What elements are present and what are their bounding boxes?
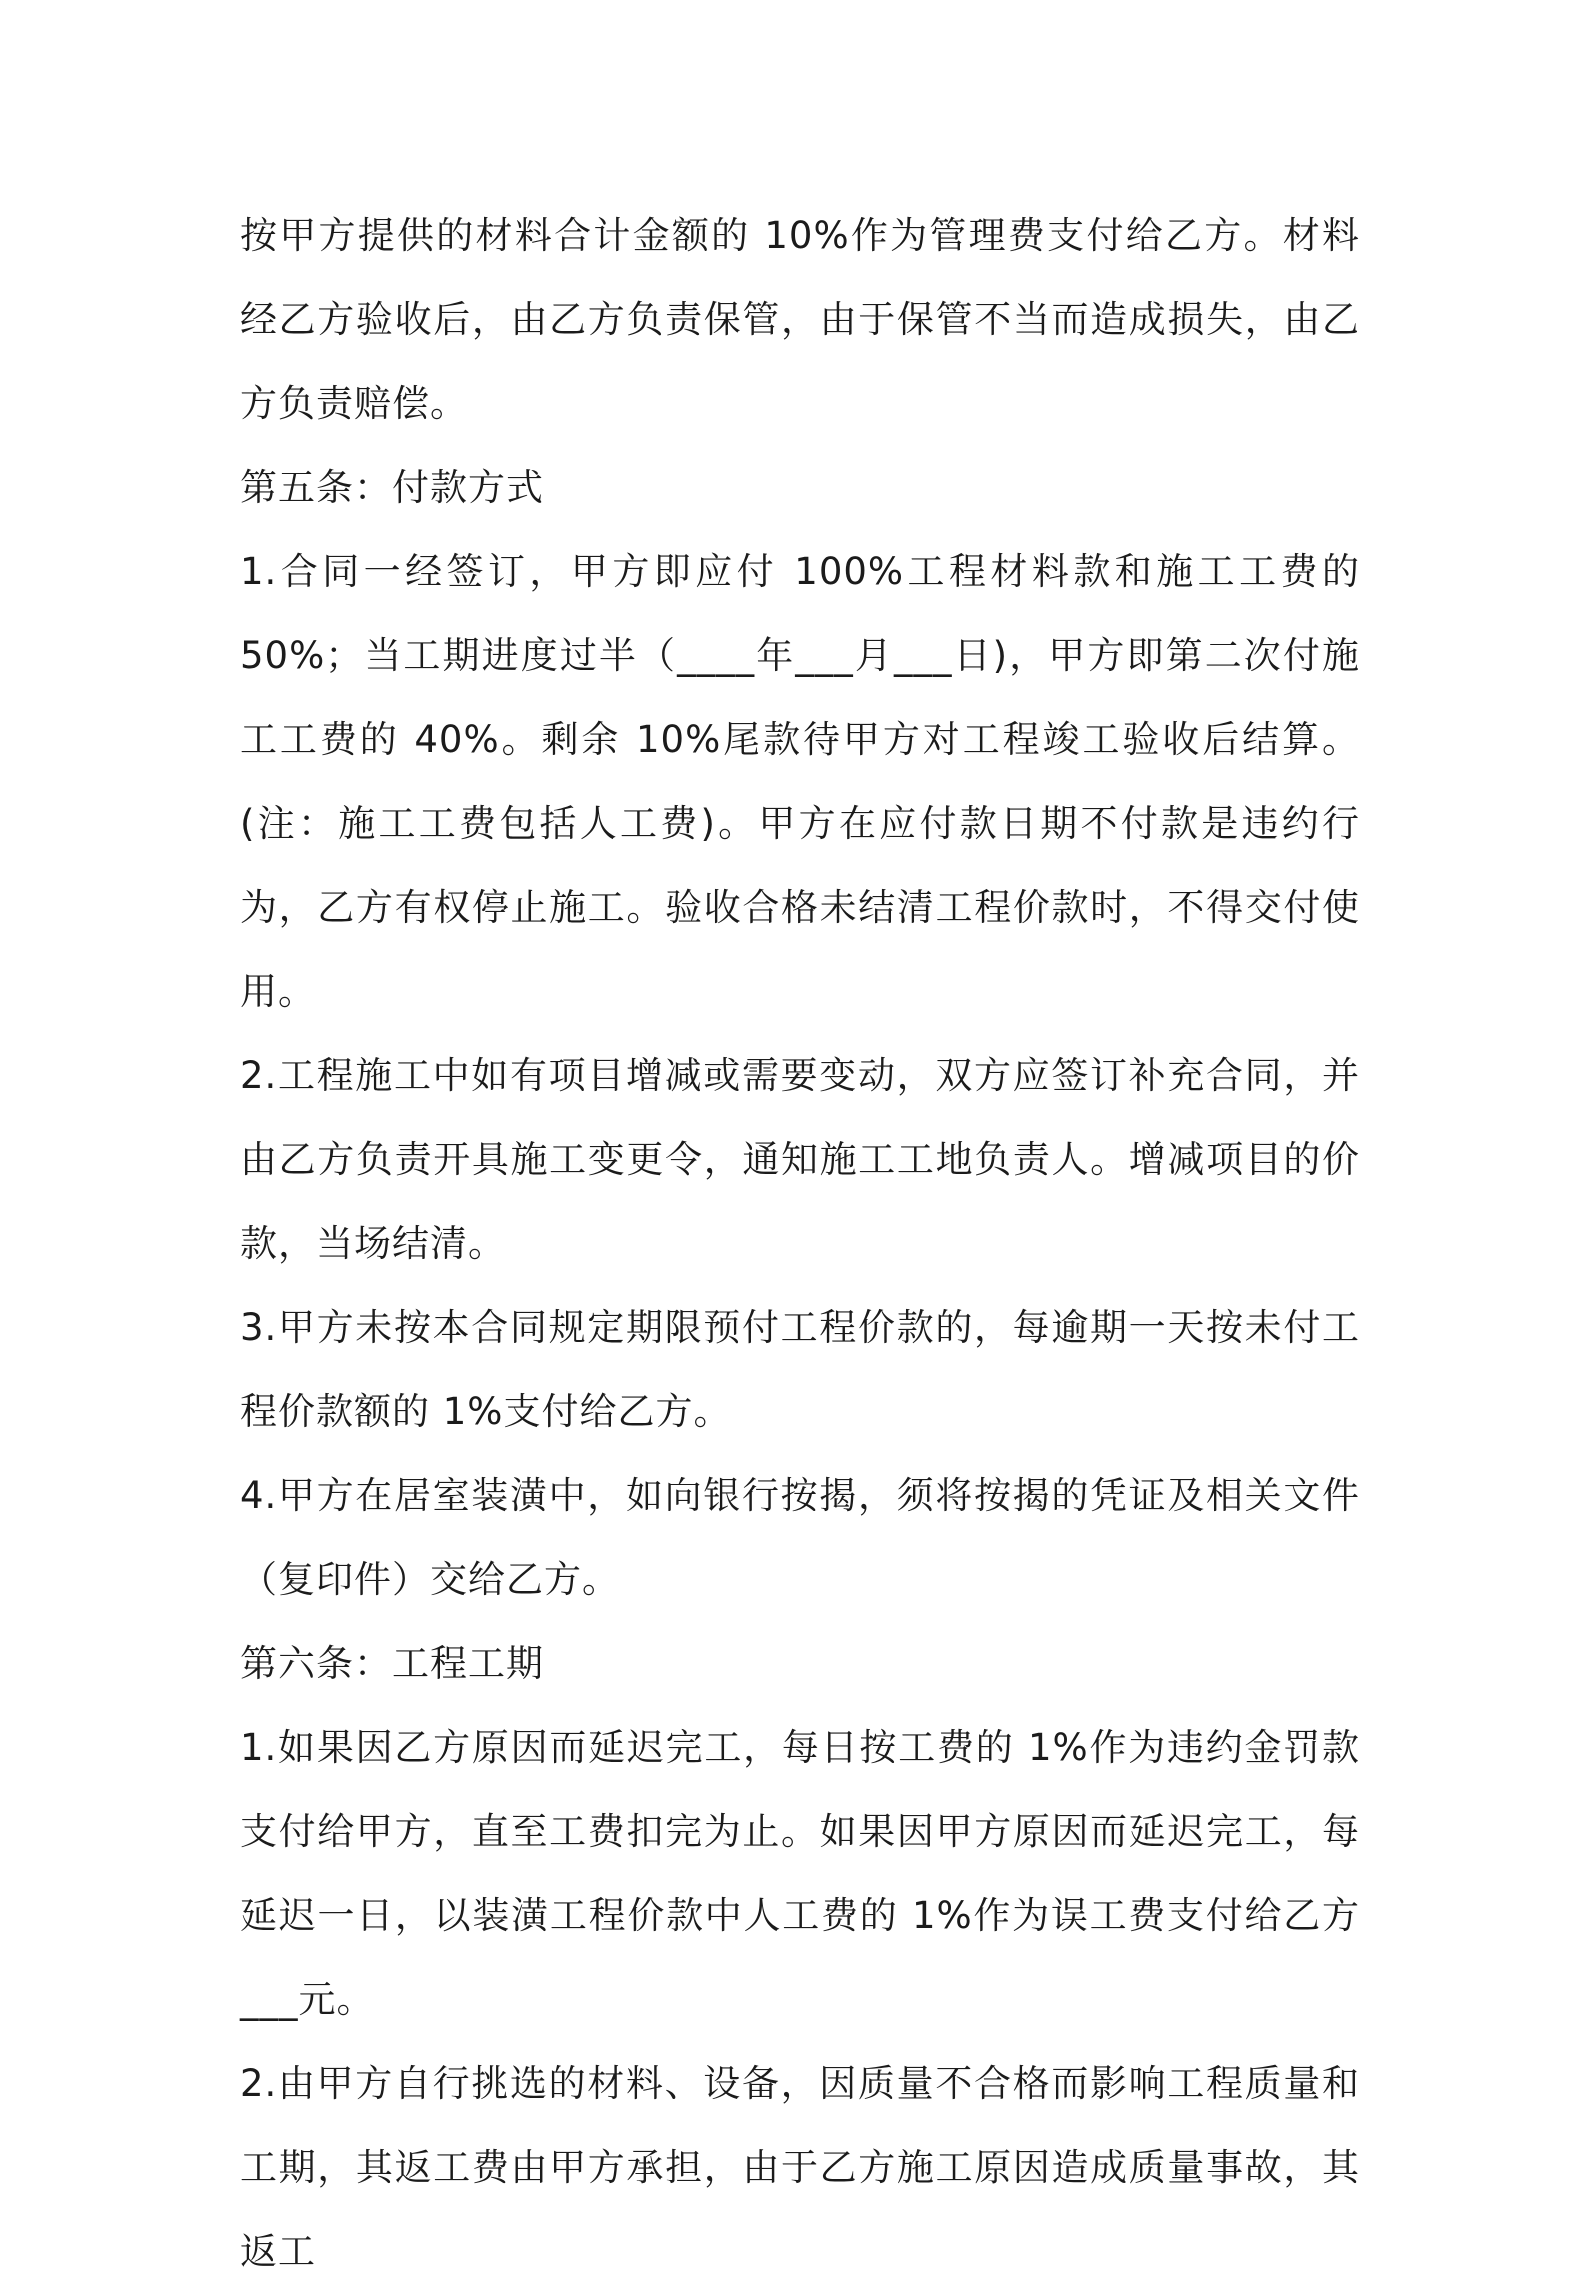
heading-article-5-payment: 第五条：付款方式 xyxy=(240,466,544,509)
paragraph-change-orders: 2.工程施工中如有项目增减或需要变动，双方应签订补充合同，并由乙方负责开具施工变更令，通知施工工地负责人。增减项目的价款，当场结清。 xyxy=(240,1054,1360,1265)
paragraph-delay-penalty: 1.如果因乙方原因而延迟完工，每日按工费的 1%作为违约金罚款支付给甲方，直至工费扣完为止。如果因甲方原因而延迟完工，每延迟一日，以装潢工程价款中人工费的 1%作为误工费支付给乙方___元。 xyxy=(240,1726,1360,2021)
paragraph-late-payment: 3.甲方未按本合同规定期限预付工程价款的，每逾期一天按未付工程价款额的 1%支付给乙方。 xyxy=(240,1306,1360,1433)
paragraph-mortgage-docs: 4.甲方在居室装潢中，如向银行按揭，须将按揭的凭证及相关文件（复印件）交给乙方。 xyxy=(240,1474,1360,1601)
document-body xyxy=(240,194,1360,2294)
heading-article-6-schedule: 第六条：工程工期 xyxy=(240,1642,544,1685)
paragraph-payment-schedule: 1.合同一经签订，甲方即应付 100%工程材料款和施工工费的 50%；当工期进度过半（____年___月___日)，甲方即第二次付施工工费的 40%。剩余 10%尾款待甲方对工程竣工验收后结算。(注：施工工费包括人工费)。甲方在应付款日期不付款是违约行为，乙方有权停止施工。验收合格未结清工程价款时，不得交付使用。 xyxy=(240,550,1360,1013)
paragraph-material-quality: 2.由甲方自行挑选的材料、设备，因质量不合格而影响工程质量和工期，其返工费由甲方承担，由于乙方施工原因造成质量事故，其返工 xyxy=(240,2062,1360,2273)
paragraph-material-fee: 按甲方提供的材料合计金额的 10%作为管理费支付给乙方。材料经乙方验收后，由乙方负责保管，由于保管不当而造成损失，由乙方负责赔偿。 xyxy=(240,214,1360,425)
